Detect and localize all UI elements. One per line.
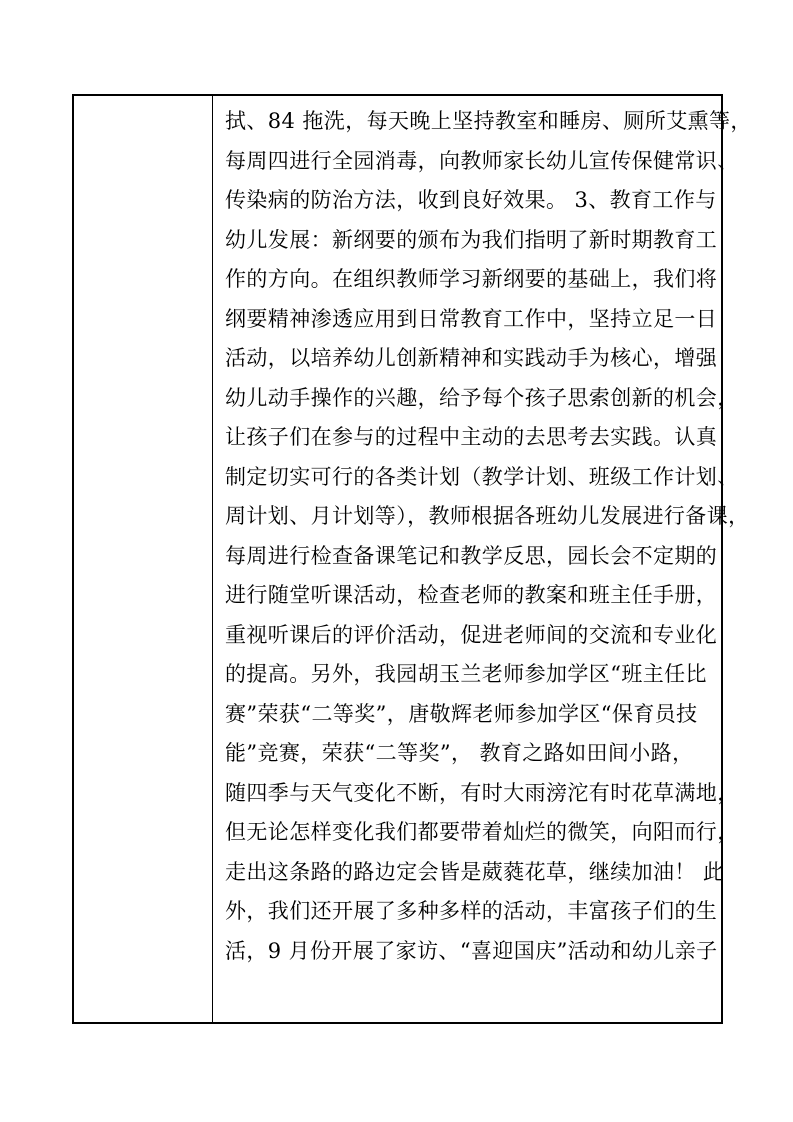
text-line: 每周四进行全园消毒，向教师家长幼儿宣传保健常识、	[225, 148, 739, 173]
table-content-cell	[213, 96, 752, 1022]
text-line: 制定切实可行的各类计划（教学计划、班级工作计划、	[225, 464, 739, 489]
text-line: 能”竞赛，荣获“二等奖”， 教育之路如田间小路，	[225, 741, 694, 765]
text-line: 的提高。另外，我园胡玉兰老师参加学区“班主任比	[225, 662, 707, 686]
text-line: 活动，以培养幼儿创新精神和实践动手为核心，增强	[225, 346, 718, 370]
text-line: 活，9 月份开展了家访、“喜迎国庆”活动和幼儿亲子	[225, 938, 718, 963]
text-line: 拭、84 拖洗，每天晚上坚持教室和睡房、厕所艾熏等，	[225, 109, 752, 133]
text-line: 幼儿动手操作的兴趣，给予每个孩子思索创新的机会，	[225, 385, 739, 410]
text-line: 走出这条路的路边定会皆是葳蕤花草，继续加油！ 此	[225, 859, 725, 884]
text-line: 赛”荣获“二等奖”，唐敬辉老师参加学区“保育员技	[225, 701, 698, 726]
text-line: 重视听课后的评价活动，促进老师间的交流和专业化	[225, 622, 718, 647]
text-line: 每周进行检查备课笔记和教学反思，园长会不定期的	[225, 543, 718, 568]
text-line: 作的方向。在组织教师学习新纲要的基础上，我们将	[225, 267, 718, 291]
text-line: 让孩子们在参与的过程中主动的去思考去实践。认真	[225, 425, 718, 449]
text-line: 传染病的防治方法，收到良好效果。 3、教育工作与	[225, 188, 717, 212]
text-line: 随四季与天气变化不断，有时大雨滂沱有时花草满地，	[225, 780, 739, 805]
text-line: 幼儿发展：新纲要的颁布为我们指明了新时期教育工	[225, 227, 718, 252]
text-line: 外，我们还开展了多种多样的活动，丰富孩子们的生	[225, 899, 718, 923]
text-lines	[225, 102, 752, 971]
text-line: 周计划、月计划等），教师根据各班幼儿发展进行备课，	[225, 504, 750, 528]
document-table	[72, 94, 752, 1024]
text-line: 进行随堂听课活动，检查老师的教案和班主任手册，	[225, 583, 718, 607]
text-line: 但无论怎样变化我们都要带着灿烂的微笑，向阳而行，	[225, 820, 739, 844]
text-line: 纲要精神渗透应用到日常教育工作中，坚持立足一日	[225, 306, 718, 331]
table-left-cell	[74, 96, 213, 1022]
